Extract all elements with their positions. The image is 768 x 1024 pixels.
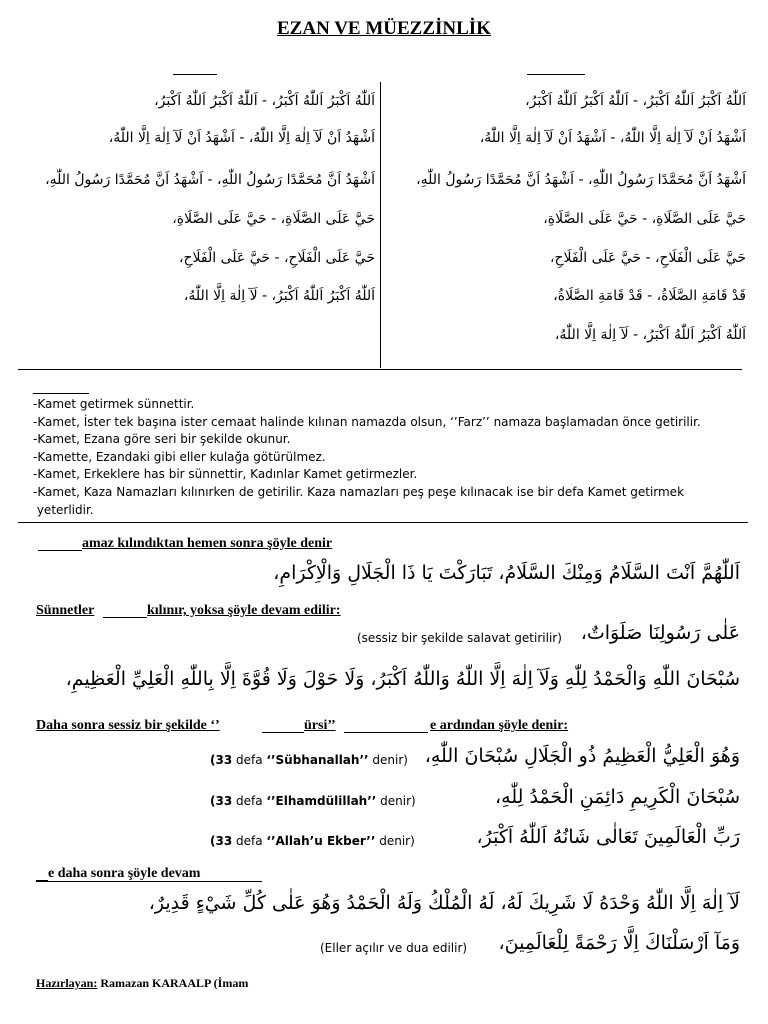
left-column-rule xyxy=(173,74,217,75)
salavat-note: (sessiz bir şekilde salavat getirilir) xyxy=(357,631,562,645)
note-item: -Kamet, İster tek başına ister cemaat halinde kılınan namazda olsun, ‘’Farz’’ namaza başlamadan önce getirilir. xyxy=(33,414,701,429)
right-column-rule xyxy=(527,74,585,75)
note-item: -Kamette, Ezandaki gibi eller kulağa götürülmez. xyxy=(33,449,326,464)
section-divider xyxy=(18,369,742,370)
note-item: -Kamet getirmek sünnettir. xyxy=(33,397,195,411)
note-item: -Kamet, Erkeklere has bir sünnettir, Kadınlar Kamet getirmezler. xyxy=(33,467,418,482)
section3-rule-b xyxy=(344,732,428,733)
section3-heading-mid: ürsi’’ xyxy=(304,718,336,733)
dhikr-arabic: وَهُوَ الْعَلِيُّ الْعَظِيمُ ذُو الْجَلَالِ سُبْحَانَ اللّٰهِ، xyxy=(424,745,740,767)
dhikr-arabic: رَبِّ الْعَالَمِينَ تَعَالٰى شَانُهُ اَللّٰهُ اَكْبَرُ، xyxy=(476,826,740,848)
kamet-line: اَللّٰهُ اَكْبَرُ اَللّٰهُ اَكْبَرُ، - اَللّٰهُ اَكْبَرُ اَللّٰهُ اَكْبَرُ، xyxy=(525,93,746,109)
footer-name: Ramazan KARAALP (İmam xyxy=(97,976,249,990)
notes-rule xyxy=(33,393,89,394)
kamet-line: اَللّٰهُ اَكْبَرُ اَللّٰهُ اَكْبَرُ، - لَآ اِلٰهَ اِلَّا اللّٰهُ، xyxy=(554,327,746,343)
ezan-line: حَيَّ عَلَى الصَّلَاةِ، - حَيَّ عَلَى الصَّلَاةِ، xyxy=(172,211,375,227)
section3-heading-end: e ardından şöyle denir: xyxy=(430,718,569,733)
kamet-line: قَدْ قَامَةِ الصَّلَاةُ، - قَدْ قَامَةِ الصَّلَاةُ، xyxy=(553,288,746,304)
section-divider xyxy=(18,522,748,523)
dhikr-note: (33 defa ‘’Elhamdülillah’’ denir) xyxy=(210,794,416,808)
ezan-line: اَللّٰهُ اَكْبَرُ اَللّٰهُ اَكْبَرُ، - لَآ اِلٰهَ اِلَّا اللّٰهُ، xyxy=(183,288,375,304)
ezan-line: اَللّٰهُ اَكْبَرُ اَللّٰهُ اَكْبَرُ، - اَللّٰهُ اَكْبَرُ اَللّٰهُ اَكْبَرُ، xyxy=(154,93,375,109)
kamet-line: اَشْهَدُ اَنْ لَآ اِلٰهَ اِلَّا اللّٰهُ، - اَشْهَدُ اَنْ لَآ اِلٰهَ اِلَّا اللّٰهُ، xyxy=(479,130,746,146)
kamet-line: اَشْهَدُ اَنَّ مُحَمَّدًا رَسُولُ اللّٰهِ، - اَشْهَدُ اَنَّ مُحَمَّدًا رَسُولُ اللّٰهِ، xyxy=(416,172,746,188)
section2-rule xyxy=(103,617,147,618)
footer-label: Hazırlayan: xyxy=(36,976,98,990)
footer-author xyxy=(36,976,248,991)
section4-arabic-2: وَمَآ اَرْسَلْنَاكَ اِلَّا رَحْمَةً لِلْعَالَمِينَ، xyxy=(498,932,740,954)
note-item: -Kamet, Kaza Namazları kılınırken de getirilir. Kaza namazları peş peşe kılınacak ise bir defa Kamet getirmek yeterlidir. xyxy=(33,484,685,517)
ezan-line: اَشْهَدُ اَنَّ مُحَمَّدًا رَسُولُ اللّٰهِ، - اَشْهَدُ اَنَّ مُحَمَّدًا رَسُولُ اللّٰهِ، xyxy=(45,172,375,188)
section3-rule-a xyxy=(262,732,304,733)
section1-rule xyxy=(38,550,82,551)
section4-note: (Eller açılır ve dua edilir) xyxy=(320,941,468,955)
section3-heading-start: Daha sonra sessiz bir şekilde ‘’ xyxy=(36,718,220,733)
kamet-notes xyxy=(33,396,753,519)
column-divider xyxy=(380,82,381,368)
section2-heading-end: kılınır, yoksa şöyle devam edilir: xyxy=(147,603,341,618)
dhikr-note: (33 defa ‘’Sübhanallah’’ denir) xyxy=(210,753,408,767)
section1-heading: amaz kılındıktan hemen sonra şöyle denir xyxy=(82,536,333,551)
kamet-line: حَيَّ عَلَى الصَّلَاةِ، - حَيَّ عَلَى الصَّلَاةِ، xyxy=(543,211,746,227)
ezan-line: حَيَّ عَلَى الْفَلَاحِ، - حَيَّ عَلَى الْفَلَاحِ، xyxy=(178,250,375,266)
section1-arabic: اَللّٰهُمَّ اَنْتَ السَّلَامُ وَمِنْكَ السَّلَامُ، تَبَارَكْتَ يَا ذَا الْجَلَالِ وَالْاِكْرَامِ، xyxy=(273,562,740,584)
page-title: EZAN VE MÜEZZİNLİK xyxy=(277,18,491,39)
section4-rule-b xyxy=(36,881,262,882)
kamet-line: حَيَّ عَلَى الْفَلَاحِ، - حَيَّ عَلَى الْفَلَاحِ، xyxy=(549,250,746,266)
section4-heading: e daha sonra şöyle devam xyxy=(48,866,201,881)
ezan-line: اَشْهَدُ اَنْ لَآ اِلٰهَ اِلَّا اللّٰهُ، - اَشْهَدُ اَنْ لَآ اِلٰهَ اِلَّا اللّٰهُ، xyxy=(108,130,375,146)
dhikr-arabic: سُبْحَانَ الْكَرِيمِ دَائِمَنِ الْحَمْدُ لِلّٰهِ، xyxy=(495,786,740,808)
note-item: -Kamet, Ezana göre seri bir şekilde okunur. xyxy=(33,432,291,447)
dhikr-note: (33 defa ‘’Allah’u Ekber’’ denir) xyxy=(210,834,415,848)
salavat-arabic: عَلٰى رَسُولِنَا صَلَوَاتٌ، xyxy=(580,622,740,644)
section2-arabic: سُبْحَانَ اللّٰهِ وَالْحَمْدُ لِلّٰهِ وَلَآ اِلٰهَ اِلَّا اللّٰهُ وَاللّٰهُ اَكْبَرُ، وَلَا حَوْلَ وَلَا قُوَّةَ اِلَّا بِاللّٰهِ الْعَلِيِّ الْعَظِيمِ، xyxy=(65,668,740,690)
section4-arabic-1: لَآ اِلٰهَ اِلَّا اللّٰهُ وَحْدَهُ لَا شَرِيكَ لَهُ، لَهُ الْمُلْكُ وَلَهُ الْحَمْدُ وَهُوَ عَلٰى كُلِّ شَيْءٍ قَدِيرٌ، xyxy=(148,892,740,914)
section2-heading-start: Sünnetler xyxy=(36,603,95,618)
